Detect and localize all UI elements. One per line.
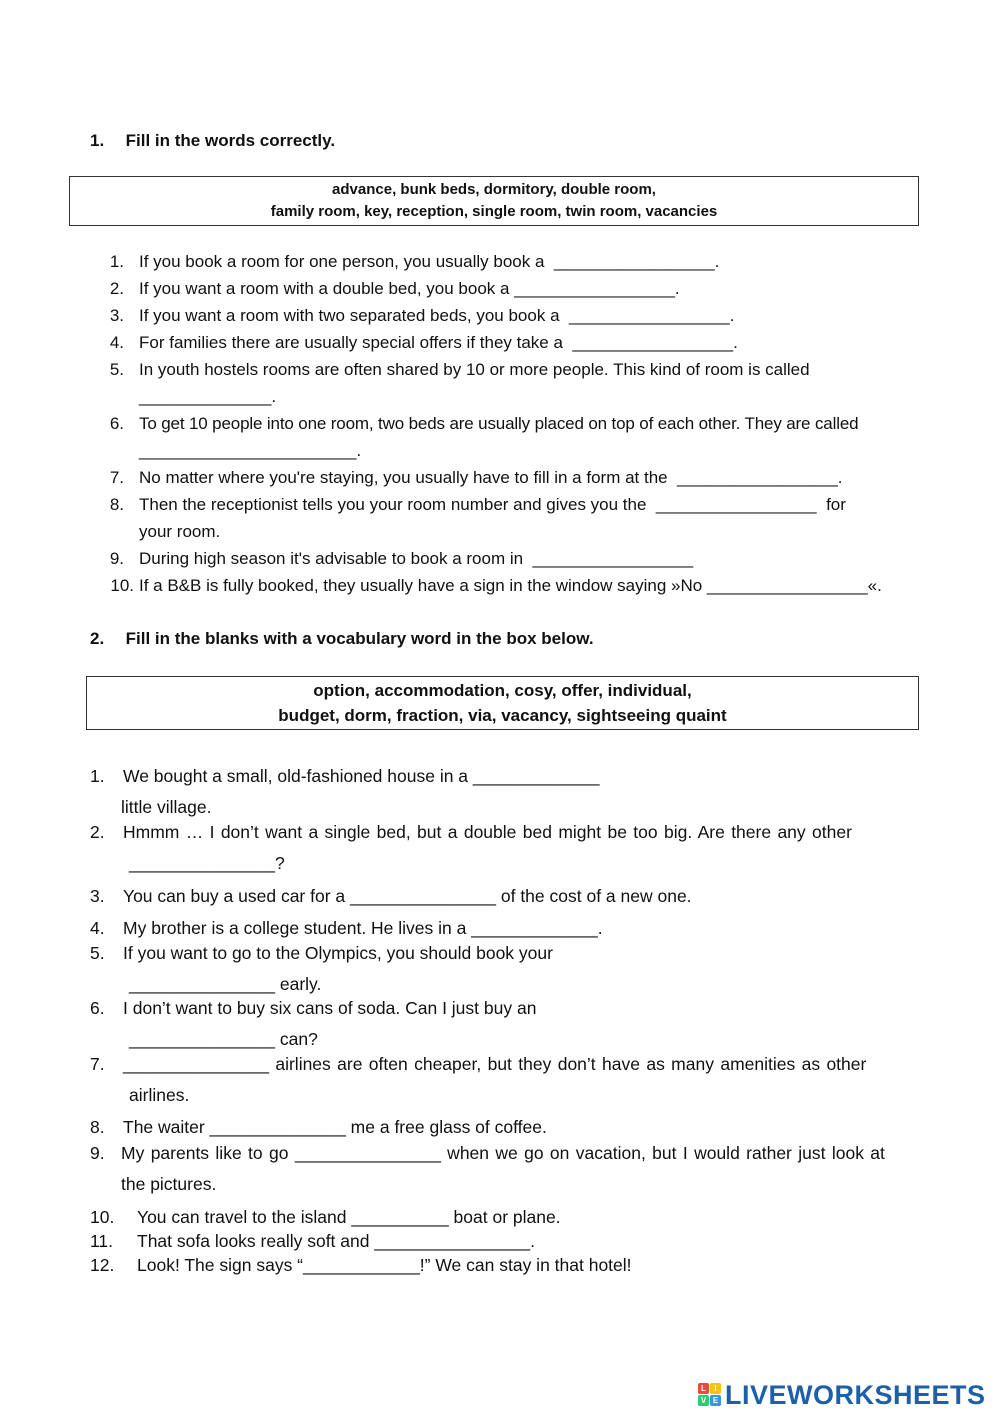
- section2-wordbox: [86, 676, 919, 730]
- question-text: Then the receptionist tells you your room number and gives you the _________________ for: [139, 495, 846, 514]
- question-text-cont: your room.: [139, 522, 221, 541]
- question-text: Look! The sign says “____________!” We can stay in that hotel!: [137, 1255, 632, 1275]
- question-text: If a B&B is fully booked, they usually have a sign in the window saying »No _________________«.: [139, 576, 882, 595]
- question-number: 6.: [109, 414, 124, 433]
- question-text: If you want a room with two separated beds, you book a _________________.: [139, 306, 735, 325]
- question-number: 3.: [109, 306, 124, 325]
- question-number: 7.: [90, 1054, 105, 1074]
- question-text: If you want a room with a double bed, you book a _________________.: [139, 279, 680, 298]
- section2-heading: [90, 629, 594, 649]
- question-text-cont: the pictures.: [121, 1174, 217, 1194]
- question-number: 4.: [109, 333, 124, 352]
- question-text: If you want to go to the Olympics, you should book your: [123, 943, 553, 963]
- liveworksheets-logo: [698, 1380, 986, 1410]
- question-number: 1.: [90, 766, 105, 786]
- question-number: 8.: [90, 1117, 105, 1137]
- question-text: The waiter ______________ me a free glass of coffee.: [123, 1117, 547, 1137]
- question-text: We bought a small, old-fashioned house in a _____________: [123, 766, 600, 786]
- question-number: 12.: [90, 1255, 115, 1275]
- question-number: 1.: [109, 252, 124, 271]
- question-text: To get 10 people into one room, two beds are usually placed on top of each other. They are called: [139, 414, 859, 433]
- question-number: 3.: [90, 886, 105, 906]
- wordbox-line: advance, bunk beds, dormitory, double room,: [332, 181, 656, 198]
- question-text: For families there are usually special offers if they take a _________________.: [139, 333, 738, 352]
- question-text: If you book a room for one person, you usually book a _________________.: [139, 252, 720, 271]
- question-number: 6.: [90, 998, 105, 1018]
- question-text-cont: _______________ can?: [129, 1029, 318, 1049]
- logo-text: LIVEWORKSHEETS: [725, 1379, 986, 1410]
- question-text-cont: airlines.: [129, 1085, 190, 1105]
- question-text-cont: ______________.: [139, 387, 277, 406]
- question-text: In youth hostels rooms are often shared by 10 or more people. This kind of room is called: [139, 360, 810, 379]
- section2-title: Fill in the blanks with a vocabulary word in the box below.: [125, 629, 594, 648]
- question-number: 5.: [109, 360, 124, 379]
- section1-wordbox: [69, 176, 919, 226]
- question-number: 10.: [90, 1207, 115, 1227]
- question-text-cont: _______________ early.: [129, 974, 322, 994]
- question-text: You can buy a used car for a _______________ of the cost of a new one.: [123, 886, 692, 906]
- question-text-cont: little village.: [121, 797, 212, 817]
- question-number: 5.: [90, 943, 105, 963]
- question-text: Hmmm … I don’t want a single bed, but a double bed might be too big. Are there any other: [123, 822, 852, 842]
- question-number: 8.: [109, 495, 124, 514]
- wordbox-line: family room, key, reception, single room, twin room, vacancies: [270, 203, 718, 220]
- question-text: I don’t want to buy six cans of soda. Can I just buy an: [123, 998, 537, 1018]
- question-number: 7.: [109, 468, 124, 487]
- question-text: You can travel to the island __________ boat or plane.: [137, 1207, 561, 1227]
- question-number: 4.: [90, 918, 105, 938]
- question-text: During high season it's advisable to book a room in _________________: [139, 549, 694, 568]
- wordbox-line: budget, dorm, fraction, via, vacancy, sightseeing quaint: [278, 706, 727, 725]
- question-text: My parents like to go _______________ when we go on vacation, but I would rather just look at: [121, 1143, 885, 1163]
- question-text: That sofa looks really soft and ________________.: [137, 1231, 535, 1251]
- section2-number: 2.: [90, 629, 105, 648]
- section1-title: Fill in the words correctly.: [125, 131, 336, 150]
- question-number: 2.: [109, 279, 124, 298]
- logo-mark-icon: L I V E: [698, 1383, 722, 1407]
- section1-number: 1.: [90, 131, 105, 150]
- wordbox-line: option, accommodation, cosy, offer, individual,: [313, 681, 692, 700]
- question-number: 9.: [90, 1143, 105, 1163]
- section1-heading: [90, 131, 335, 151]
- question-text: No matter where you're staying, you usually have to fill in a form at the _________________.: [139, 468, 843, 487]
- question-number: 9.: [109, 549, 124, 568]
- question-text-cont: _______________________.: [139, 441, 362, 460]
- question-number: 10.: [110, 576, 134, 595]
- question-text: My brother is a college student. He lives in a _____________.: [123, 918, 603, 938]
- question-text-cont: _______________?: [129, 853, 285, 873]
- question-text: _______________ airlines are often cheaper, but they don’t have as many amenities as other: [123, 1054, 867, 1074]
- question-number: 11.: [90, 1231, 114, 1251]
- question-number: 2.: [90, 822, 105, 842]
